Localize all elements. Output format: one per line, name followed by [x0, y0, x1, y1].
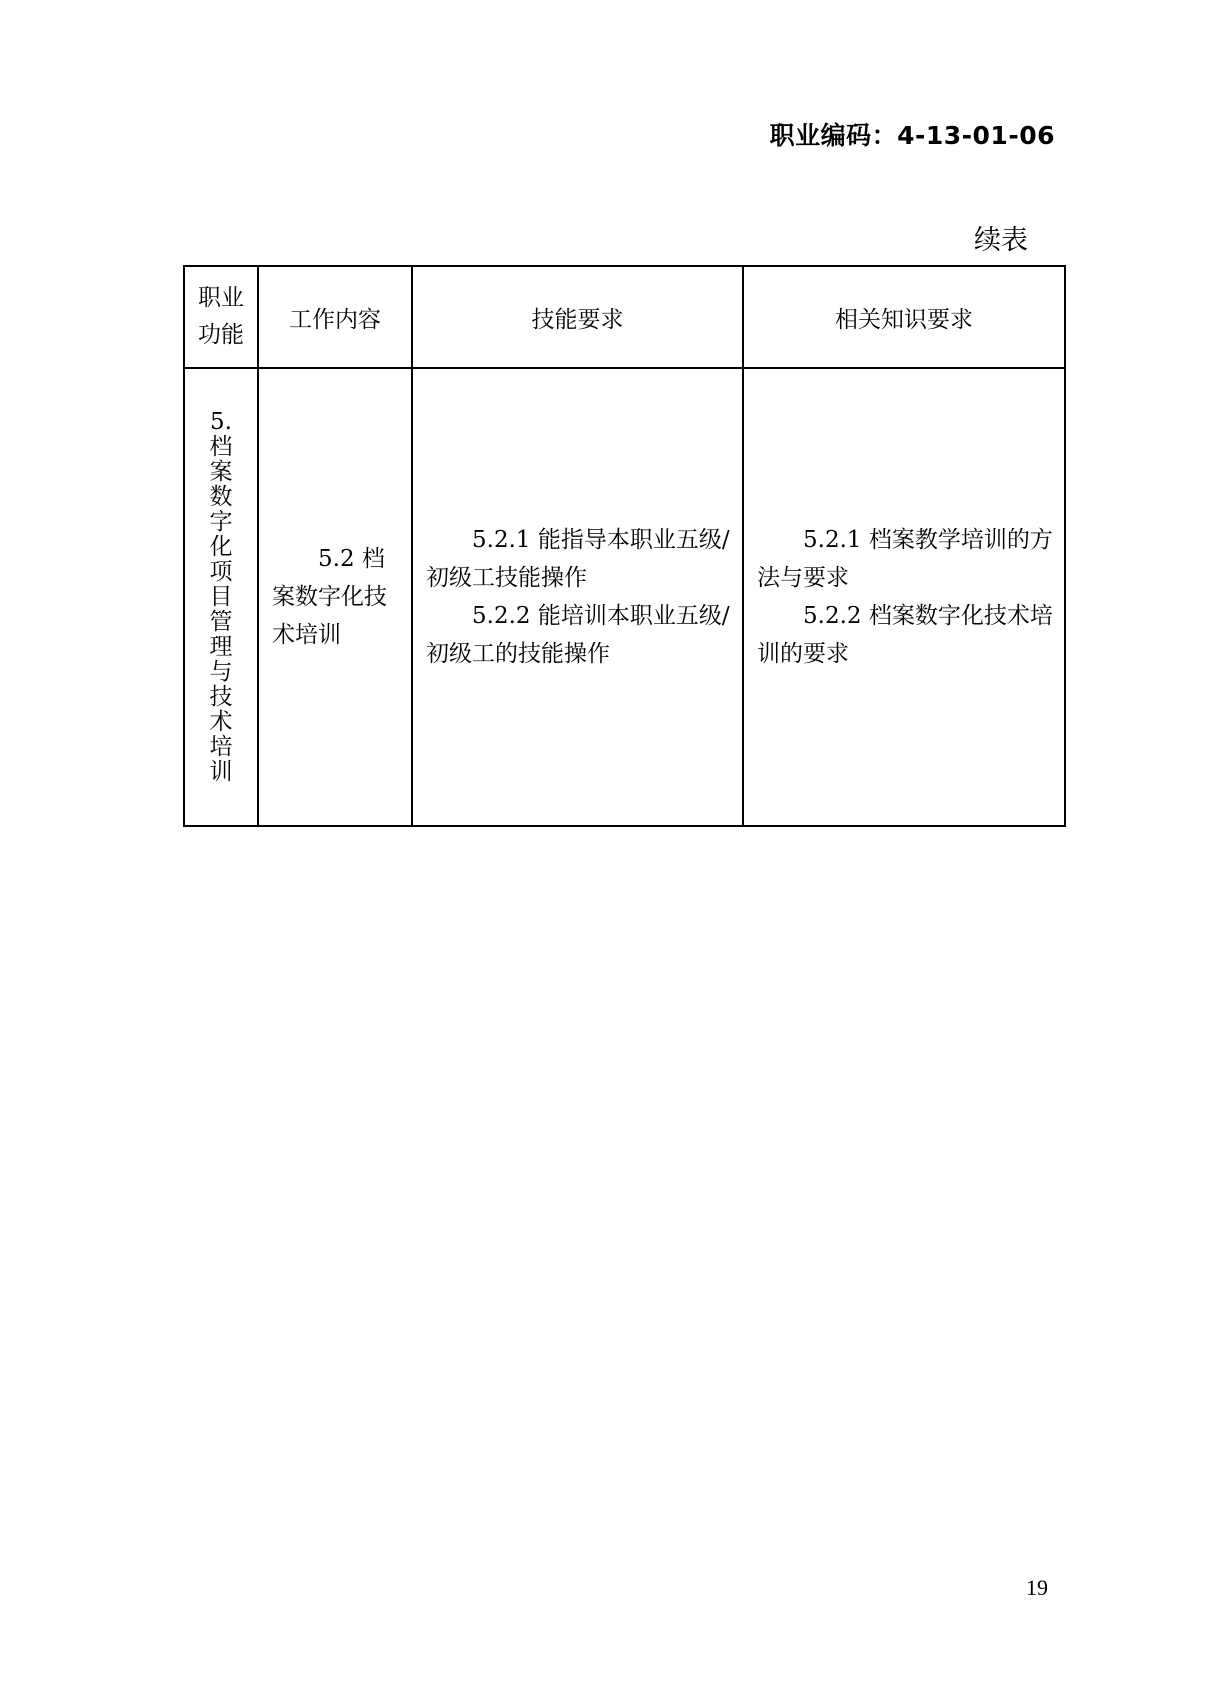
function-char: 管: [209, 608, 233, 635]
occupation-code: 职业编码：4-13-01-06: [769, 121, 1055, 150]
knowledge-cell: [743, 368, 1065, 826]
function-char: 技: [209, 683, 233, 710]
function-char: 目: [209, 583, 233, 610]
function-char: 项: [209, 558, 233, 585]
header-knowledge: 相关知识要求: [743, 266, 1065, 368]
knowledge-item: 5.2.2 档案数字化技术培训的要求: [757, 603, 1053, 667]
work-text: 5.2 档案数字化技术培训: [272, 546, 387, 648]
table-row: [184, 368, 1065, 826]
skills-table: [183, 265, 1066, 827]
skill-item: 5.2.1 能指导本职业五级/初级工技能操作: [426, 527, 730, 591]
skill-item: 5.2.2 能培训本职业五级/初级工的技能操作: [426, 603, 730, 667]
function-char: 案: [209, 458, 233, 485]
table-header-row: [184, 266, 1065, 368]
function-char: 字: [209, 508, 233, 535]
header-skill: 技能要求: [412, 266, 743, 368]
skill-cell: [412, 368, 743, 826]
continued-label: 续表: [974, 225, 1028, 256]
function-char: 化: [209, 533, 233, 560]
header-function-line2: 功能: [198, 322, 244, 348]
function-char: 术: [209, 708, 233, 735]
knowledge-item: 5.2.1 档案教学培训的方法与要求: [757, 527, 1053, 591]
page-number: 19: [1026, 1575, 1048, 1600]
function-char: 档: [209, 433, 233, 460]
header-work: 工作内容: [258, 266, 412, 368]
function-char: 与: [209, 658, 233, 685]
header-function: [184, 266, 258, 368]
header-function-line1: 职业: [198, 285, 244, 311]
function-cell: [184, 368, 258, 826]
function-char: 培: [209, 733, 233, 760]
work-cell: [258, 368, 412, 826]
function-char: 5.: [210, 408, 232, 435]
function-char: 训: [209, 758, 233, 785]
function-char: 数: [209, 483, 233, 510]
function-char: 理: [209, 633, 233, 660]
